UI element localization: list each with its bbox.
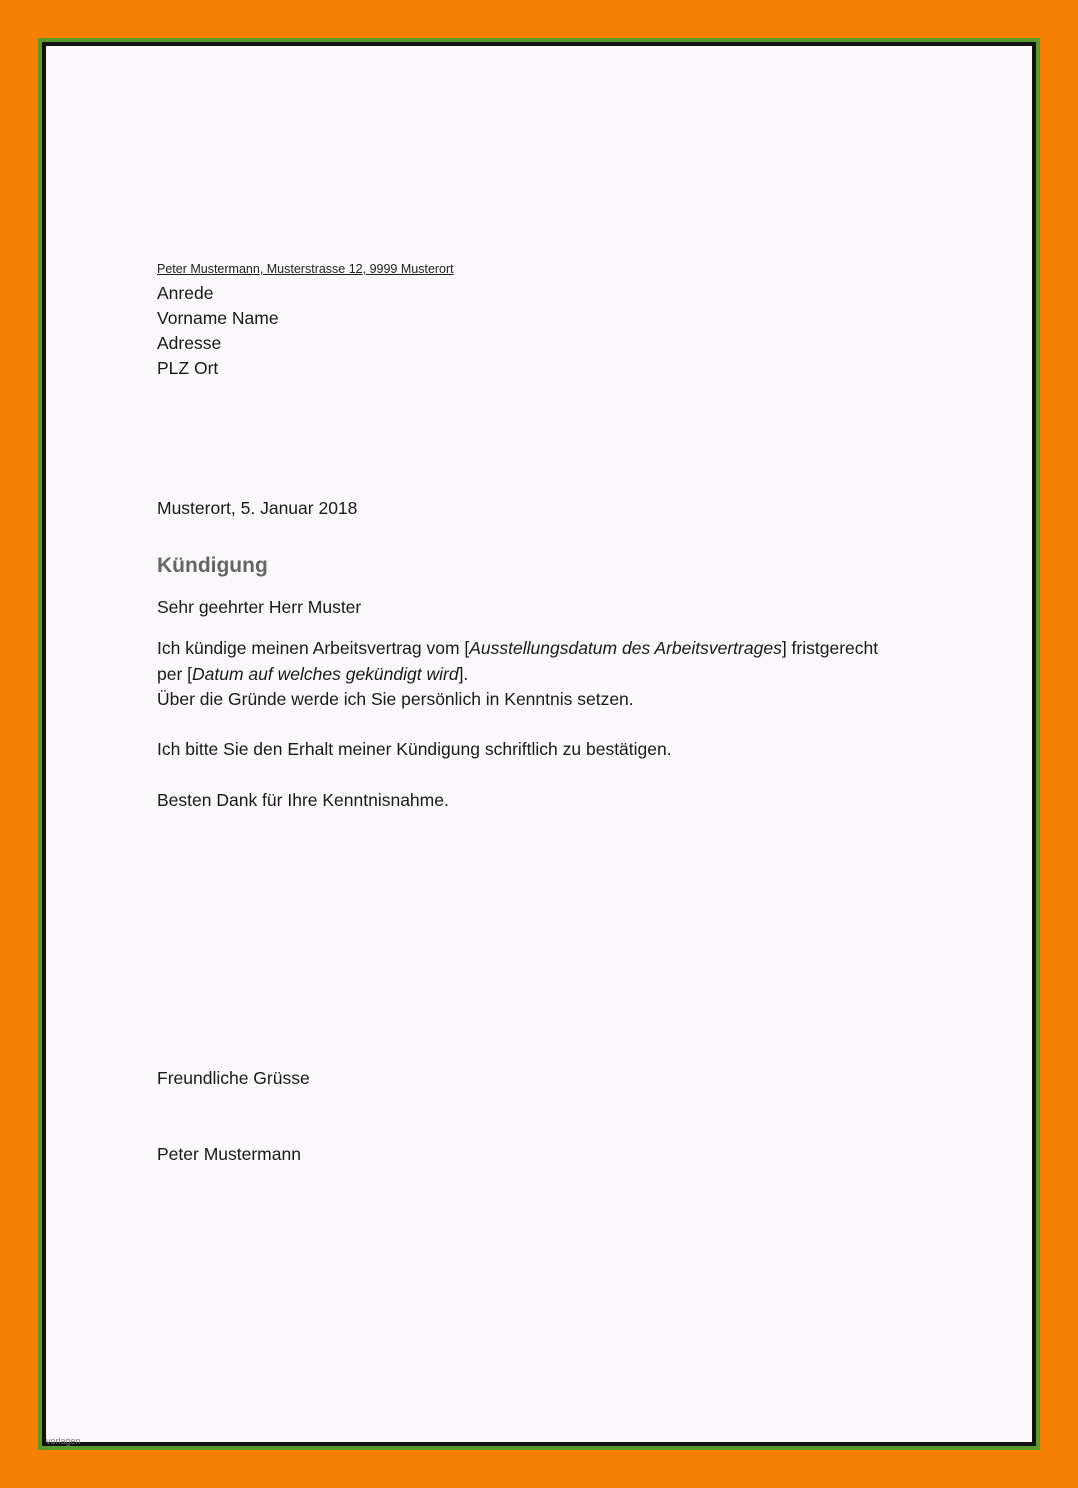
- salutation: Sehr geehrter Herr Muster: [157, 597, 362, 617]
- paragraph-3: Besten Dank für Ihre Kenntnisnahme.: [157, 790, 449, 810]
- subject-heading: Kündigung: [157, 554, 268, 577]
- recipient-line: PLZ Ort: [157, 358, 219, 378]
- paragraph-2: Ich bitte Sie den Erhalt meiner Kündigung schriftlich zu bestätigen.: [157, 739, 672, 759]
- placeholder-contract-date: Ausstellungsdatum des Arbeitsvertrages: [469, 638, 782, 658]
- closing-line: Freundliche Grüsse: [157, 1068, 310, 1088]
- recipient-line: Anrede: [157, 283, 214, 303]
- paragraph-1: [157, 636, 878, 713]
- date-line: Musterort, 5. Januar 2018: [157, 498, 358, 518]
- sender-line: Peter Mustermann, Musterstrasse 12, 9999 Musterort: [157, 262, 454, 276]
- paragraph-1-line-1: Ich kündige meinen Arbeitsvertrag vom [Ausstellungsdatum des Arbeitsvertrages] fristgerecht: [157, 638, 879, 658]
- paragraph-1-line-3: Über die Gründe werde ich Sie persönlich in Kenntnis setzen.: [157, 689, 634, 709]
- recipient-address: [157, 281, 279, 381]
- watermark: vorlagen: [46, 1436, 81, 1446]
- placeholder-termination-date: Datum auf welches gekündigt wird: [192, 663, 459, 684]
- signature-name: Peter Mustermann: [157, 1144, 301, 1164]
- recipient-line: Adresse: [157, 333, 222, 353]
- recipient-line: Vorname Name: [157, 308, 279, 328]
- paragraph-1-line-2: per [Datum auf welches gekündigt wird].: [157, 663, 469, 684]
